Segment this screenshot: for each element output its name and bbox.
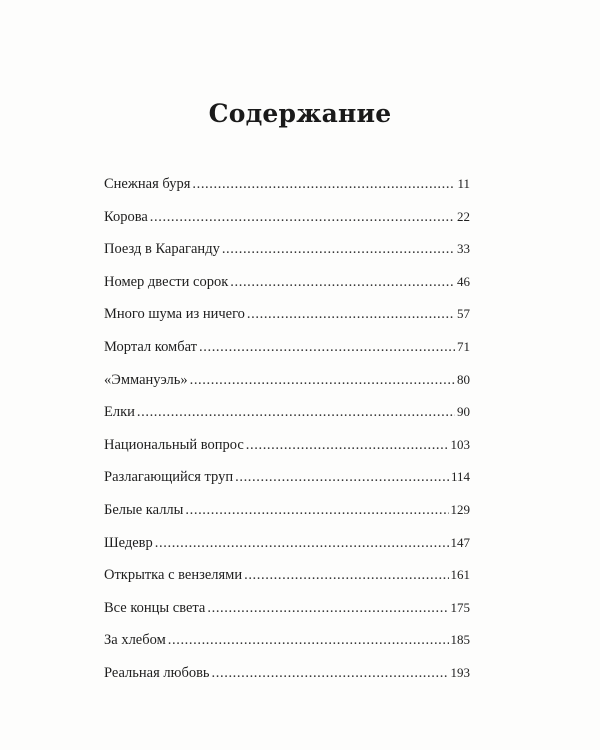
- dot-leader: [235, 469, 449, 486]
- toc-entry-page: 11: [457, 176, 470, 191]
- dot-leader: [137, 404, 455, 421]
- toc-entry: [104, 241, 470, 274]
- dot-leader: [150, 209, 455, 226]
- dot-leader: [207, 600, 448, 617]
- toc-entry-page: 90: [457, 404, 470, 420]
- toc-entry-page: 161: [450, 567, 470, 583]
- toc-entry: [104, 469, 470, 502]
- dot-leader: [168, 632, 449, 649]
- toc-entry-page: 71: [457, 338, 470, 354]
- toc-entry: [104, 404, 470, 437]
- toc-entry-page: 185: [450, 632, 470, 648]
- page-title: Содержание: [208, 99, 392, 128]
- dot-leader: [190, 372, 455, 389]
- dot-leader: [222, 241, 455, 258]
- toc-entry: [104, 209, 470, 242]
- toc-entry-title: Елки: [104, 404, 135, 421]
- dot-leader: [185, 502, 448, 519]
- toc-entry-page: 147: [450, 534, 470, 550]
- toc-entry-page: 129: [450, 501, 470, 517]
- toc-entry-title: Поезд в Караганду: [104, 241, 220, 258]
- toc-entry-page: 175: [450, 599, 470, 615]
- toc-entry-page: 57: [457, 306, 470, 322]
- toc-entry-page: 46: [457, 273, 470, 289]
- toc-entry-title: Мортал комбат: [104, 338, 198, 355]
- toc-entry: [104, 632, 470, 665]
- toc-entry-title: Много шума из ничего: [104, 306, 245, 323]
- toc-entry-page: 193: [450, 664, 470, 680]
- dot-leader: [155, 535, 449, 552]
- toc-entry-title: Номер двести сорок: [104, 273, 229, 290]
- toc-entry: [104, 339, 470, 372]
- toc-entry: [104, 306, 470, 339]
- toc-entry-title: За хлебом: [104, 632, 166, 649]
- table-of-contents: [104, 176, 470, 698]
- toc-entry-title: «Эммануэль»: [104, 371, 188, 388]
- toc-entry-page: 114: [450, 469, 470, 485]
- dot-leader: [230, 274, 455, 291]
- toc-entry: [104, 274, 470, 307]
- toc-entry: [104, 535, 470, 568]
- toc-entry: [104, 502, 470, 535]
- dot-leader: [212, 665, 449, 682]
- toc-entry-title: Белые каллы: [104, 501, 184, 518]
- dot-leader: [192, 176, 455, 193]
- toc-entry-title: Разлагающийся труп: [104, 469, 234, 486]
- toc-entry-title: Все концы света: [104, 599, 206, 616]
- toc-entry-title: Реальная любовь: [104, 664, 210, 681]
- toc-entry: [104, 437, 470, 470]
- toc-entry: [104, 372, 470, 405]
- toc-entry: [104, 176, 470, 209]
- toc-entry-page: 80: [457, 371, 470, 387]
- toc-entry-title: Шедевр: [104, 534, 153, 551]
- toc-entry: [104, 665, 470, 698]
- dot-leader: [247, 306, 455, 323]
- toc-entry: [104, 600, 470, 633]
- toc-entry-title: Снежная буря: [104, 176, 191, 192]
- toc-entry-title: Открытка с вензелями: [104, 567, 243, 584]
- toc-entry-page: 22: [457, 208, 470, 224]
- toc-entry-title: Корова: [104, 208, 148, 225]
- toc-entry-title: Национальный вопрос: [104, 436, 244, 453]
- dot-leader: [244, 567, 448, 584]
- dot-leader: [246, 437, 449, 454]
- toc-entry-page: 103: [450, 436, 470, 452]
- toc-entry: [104, 567, 470, 600]
- toc-entry-page: 33: [457, 241, 470, 257]
- dot-leader: [199, 339, 455, 356]
